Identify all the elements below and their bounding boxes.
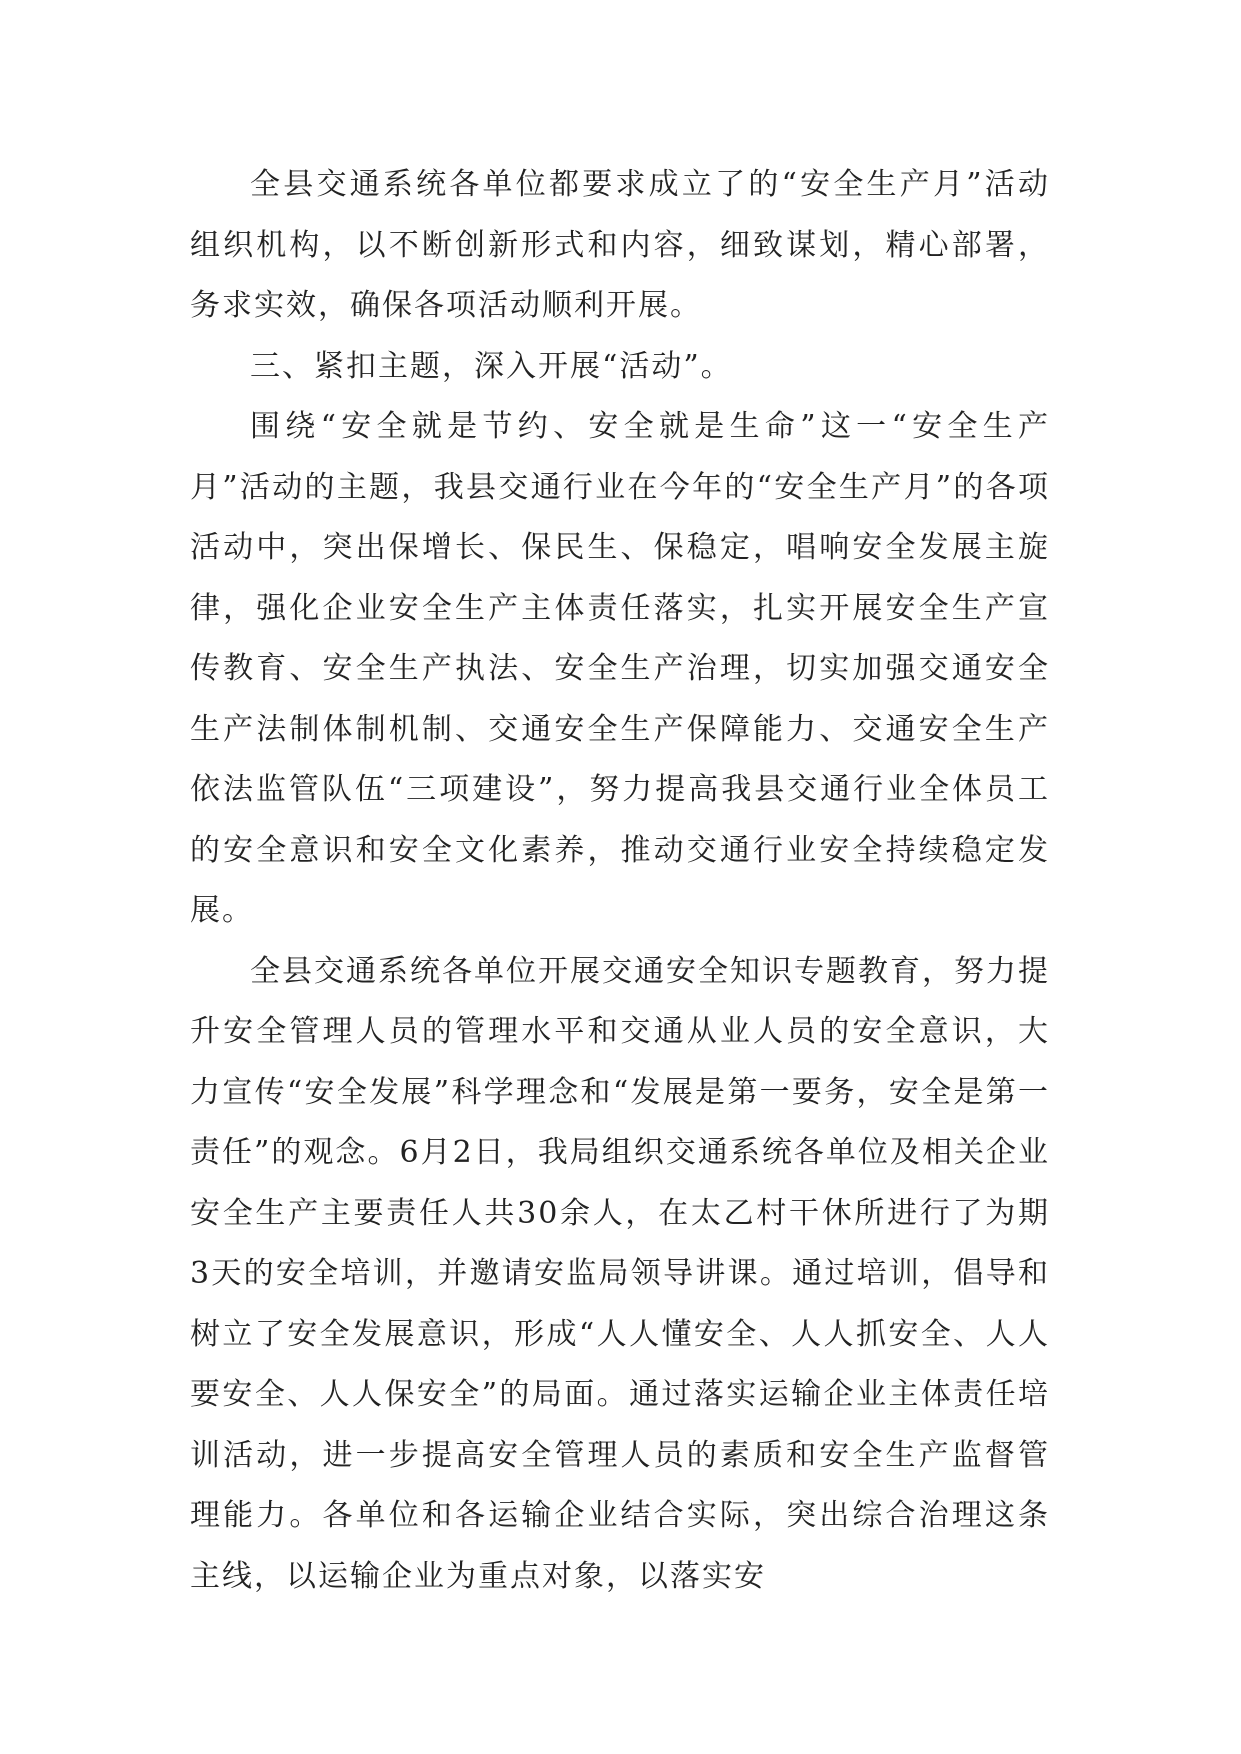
paragraph-education: 全县交通系统各单位开展交通安全知识专题教育，努力提升安全管理人员的管理水平和交通从业人员的安全意识，大力宣传“安全发展”科学理念和“发展是第一要务，安全是第一责任”的观念。6月2日，我局组织交通系统各单位及相关企业安全生产主要责任人共30余人，在太乙村干休所进行了为期3天的安全培训，并邀请安监局领导讲课。通过培训，倡导和树立了安全发展意识，形成“人人懂安全、人人抓安全、人人要安全、人人保安全”的局面。通过落实运输企业主体责任培训活动，进一步提高安全管理人员的素质和安全生产监督管理能力。各单位和各运输企业结合实际，突出综合治理这条主线，以运输企业为重点对象，以落实安 <box>190 953 1050 1594</box>
document-page <box>190 155 1050 1607</box>
paragraph-theme: 围绕“安全就是节约、安全就是生命”这一“安全生产月”活动的主题，我县交通行业在今年的“安全生产月”的各项活动中，突出保增长、保民生、保稳定，唱响安全发展主旋律，强化企业安全生产主体责任落实，扎实开展安全生产宣传教育、安全生产执法、安全生产治理，切实加强交通安全生产法制体制机制、交通安全生产保障能力、交通安全生产依法监管队伍“三项建设”，努力提高我县交通行业全体员工的安全意识和安全文化素养，推动交通行业安全持续稳定发展。 <box>190 409 1050 928</box>
paragraph-organization: 全县交通系统各单位都要求成立了的“安全生产月”活动组织机构，以不断创新形式和内容，细致谋划，精心部署，务求实效，确保各项活动顺利开展。 <box>190 167 1050 323</box>
section-heading-three: 三、紧扣主题，深入开展“活动”。 <box>250 348 733 384</box>
